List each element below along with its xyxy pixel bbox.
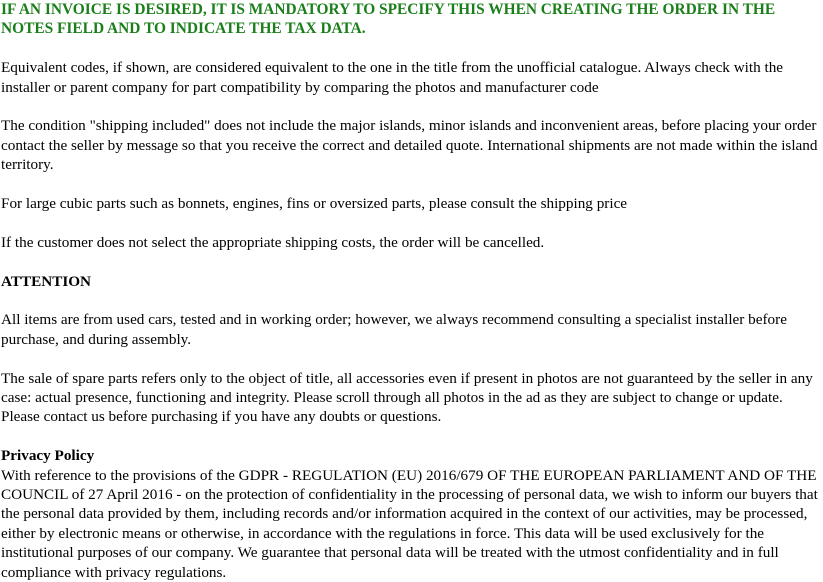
invoice-notice: IF AN INVOICE IS DESIRED, IT IS MANDATORY TO SPECIFY THIS WHEN CREATING THE ORDER IN THE NOTES FIELD AND TO INDICATE THE TAX DATA.	[1, 1, 776, 38]
privacy-body: With reference to the provisions of the GDPR - REGULATION (EU) 2016/679 OF THE EUROPEAN PARLIAMENT AND OF THE COUNCIL of 27 April 2016 - on the protection of confidentiality in the processing of personal data, we wish to inform our buyers that the personal data provided by them, including records and/or information acquired in the context of our activities, may be processed, either by electronic means or otherwise, in accordance with the regulations in force. This data will be used exclusively for the institutional purposes of our company. We guarantee that personal data will be treated with the utmost confidentiality and in full compliance with privacy regulations.	[1, 466, 818, 581]
shipping-included-paragraph: The condition "shipping included" does not include the major islands, minor islands and inconvenient areas, before placing your order contact the seller by message so that you receive the correct and detailed quote. International shipments are not made within the island territory.	[1, 117, 818, 174]
equivalent-codes-paragraph: Equivalent codes, if shown, are considered equivalent to the one in the title from the unofficial catalogue. Always check with the installer or parent company for part compatibility by comparing the photos and manufacturer code	[1, 59, 784, 96]
attention-heading: ATTENTION	[1, 272, 92, 290]
sale-scope-paragraph: The sale of spare parts refers only to the object of title, all accessories even if present in photos are not guaranteed by the seller in any case: actual presence, functioning and integrity. Please scroll through all photos in the ad as they are subject to change or update. Please contact us before purchasing if you have any doubts or questions.	[1, 369, 813, 426]
privacy-section	[1, 446, 823, 582]
shipping-costs-paragraph: If the customer does not select the appropriate shipping costs, the order will be cancelled.	[1, 233, 545, 251]
large-parts-paragraph: For large cubic parts such as bonnets, engines, fins or oversized parts, please consult the shipping price	[1, 195, 628, 213]
used-items-paragraph: All items are from used cars, tested and in working order; however, we always recommend consulting a specialist installer before purchase, and during assembly.	[1, 311, 787, 348]
privacy-heading: Privacy Policy	[1, 447, 95, 465]
